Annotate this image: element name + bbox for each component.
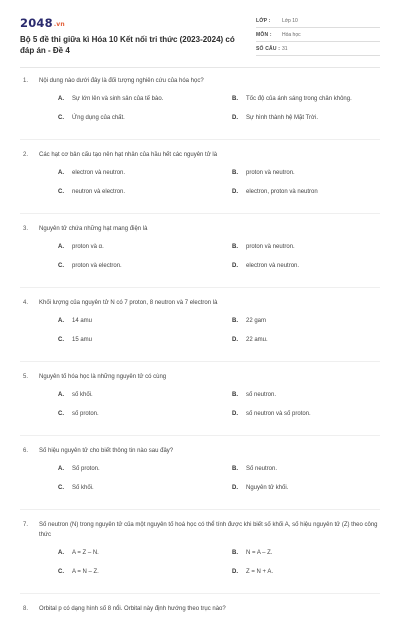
document-header: [20, 14, 380, 64]
question-stem: [20, 76, 380, 86]
meta-value: Lớp 10: [282, 18, 298, 24]
meta-value: 31: [282, 46, 288, 52]
option-letter: A.: [58, 318, 64, 324]
option-d[interactable]: [232, 263, 299, 269]
option-text: Số proton.: [72, 466, 100, 472]
question-stem: [20, 604, 380, 614]
meta-key: MÔN :: [256, 32, 272, 38]
question-stem: [20, 446, 380, 456]
option-letter: A.: [58, 170, 64, 176]
option-group: [20, 388, 380, 426]
meta-row-subject: [256, 28, 380, 42]
option-d[interactable]: [232, 411, 311, 417]
option-letter: C.: [58, 337, 64, 343]
meta-row-count: [256, 42, 380, 56]
meta-key: SỐ CÂU :: [256, 46, 281, 52]
question-text: Số neutron (N) trong nguyên tử của một nguyên tố hoá học có thể tính được khi biết số khối A, số hiệu nguyên tử (Z) theo công thức: [39, 522, 378, 538]
option-letter: C.: [58, 569, 64, 575]
option-group: [20, 462, 380, 500]
question-number: 1.: [23, 78, 29, 84]
option-c[interactable]: [58, 411, 99, 417]
option-b[interactable]: [232, 466, 277, 472]
question-number: 2.: [23, 152, 29, 158]
option-a[interactable]: [58, 96, 163, 102]
option-text: số neutron.: [246, 392, 277, 398]
option-row: [39, 185, 380, 204]
option-text: số proton.: [72, 411, 99, 417]
option-letter: D.: [232, 263, 238, 269]
option-text: electron và neutron.: [246, 263, 300, 269]
option-text: 15 amu: [72, 337, 93, 343]
question-8: [20, 604, 380, 623]
question-number: 6.: [23, 448, 29, 454]
option-letter: C.: [58, 485, 64, 491]
option-text: Tốc độ của ánh sáng trong chân không.: [246, 96, 352, 102]
option-letter: C.: [58, 263, 64, 269]
option-text: proton và α.: [72, 244, 104, 250]
option-a[interactable]: [58, 170, 125, 176]
option-text: Z = N + A.: [246, 569, 274, 575]
question-number: 3.: [23, 226, 29, 232]
option-text: A = N – Z.: [72, 569, 99, 575]
option-letter: D.: [232, 189, 238, 195]
option-a[interactable]: [58, 244, 104, 250]
option-group: [20, 166, 380, 204]
option-row: [39, 462, 380, 481]
document-title: Bộ 5 đề thi giữa kì Hóa 10 Kết nối tri thức (2023-2024) có đáp án - Đề 4: [20, 35, 235, 55]
option-row: [39, 481, 380, 500]
option-letter: C.: [58, 189, 64, 195]
option-text: Số khối.: [72, 485, 94, 491]
option-text: Ứng dụng của chất.: [72, 115, 125, 121]
question-2: [20, 150, 380, 214]
option-letter: C.: [58, 115, 64, 121]
option-a[interactable]: [58, 466, 100, 472]
question-7: [20, 520, 380, 594]
option-row: [39, 314, 380, 333]
option-text: Sự lớn lên và sinh sản của tế bào.: [72, 96, 164, 102]
question-stem: [20, 372, 380, 382]
question-4: [20, 298, 380, 362]
option-d[interactable]: [232, 189, 318, 195]
option-c[interactable]: [58, 569, 99, 575]
option-letter: D.: [232, 485, 238, 491]
option-text: Nguyên tử khối.: [246, 485, 289, 491]
option-b[interactable]: [232, 392, 276, 398]
option-letter: A.: [58, 96, 64, 102]
option-b[interactable]: [232, 244, 295, 250]
option-c[interactable]: [58, 263, 122, 269]
meta-value: Hóa học: [282, 32, 301, 38]
option-b[interactable]: [232, 96, 352, 102]
option-letter: B.: [232, 318, 238, 324]
question-list: [20, 76, 380, 633]
option-text: proton và neutron.: [246, 170, 295, 176]
option-letter: B.: [232, 96, 238, 102]
option-letter: B.: [232, 392, 238, 398]
question-3: [20, 224, 380, 288]
option-row: [39, 333, 380, 352]
logo-extension: .vn: [53, 21, 65, 28]
option-text: N = A – Z.: [246, 550, 273, 556]
question-text: Orbital p có dạng hình số 8 nổi. Orbital này định hướng theo trục nào?: [39, 606, 226, 612]
question-6: [20, 446, 380, 510]
option-text: 22 gam: [246, 318, 267, 324]
document-meta: [256, 14, 380, 56]
option-b[interactable]: [232, 170, 295, 176]
option-d[interactable]: [232, 115, 318, 121]
option-letter: A.: [58, 244, 64, 250]
option-b[interactable]: [232, 318, 266, 324]
question-5: [20, 372, 380, 436]
option-letter: B.: [232, 244, 238, 250]
site-logo[interactable]: [20, 16, 65, 30]
meta-row-class: [256, 14, 380, 28]
option-a[interactable]: [58, 392, 93, 398]
option-row: [39, 546, 380, 565]
option-text: electron và neutron.: [72, 170, 126, 176]
question-number: 7.: [23, 522, 29, 528]
option-letter: D.: [232, 569, 238, 575]
question-text: Nội dung nào dưới đây là đối tượng nghiên cứu của hóa học?: [39, 78, 204, 84]
option-letter: D.: [232, 411, 238, 417]
option-row: [39, 407, 380, 426]
option-c[interactable]: [58, 337, 92, 343]
option-a[interactable]: [58, 550, 99, 556]
option-row: [39, 92, 380, 111]
option-text: số khối.: [72, 392, 93, 398]
option-letter: B.: [232, 550, 238, 556]
option-text: electron, proton và neutron: [246, 189, 318, 195]
option-letter: D.: [232, 337, 238, 343]
question-stem: [20, 298, 380, 308]
logo-number: 2048: [20, 16, 53, 30]
option-letter: A.: [58, 392, 64, 398]
option-c[interactable]: [58, 189, 125, 195]
question-text: Số hiệu nguyên tử cho biết thông tin nào sau đây?: [39, 448, 174, 454]
option-c[interactable]: [58, 115, 125, 121]
option-letter: A.: [58, 550, 64, 556]
option-text: Số neutron.: [246, 466, 278, 472]
option-group: [20, 314, 380, 352]
option-letter: B.: [232, 466, 238, 472]
option-row: [39, 259, 380, 278]
question-text: Khối lượng của nguyên tử N có 7 proton, 8 neutron và 7 electron là: [39, 300, 218, 306]
question-stem: [20, 150, 380, 160]
option-c[interactable]: [58, 485, 94, 491]
option-row: [39, 166, 380, 185]
option-text: proton và neutron.: [246, 244, 295, 250]
option-text: proton và electron.: [72, 263, 122, 269]
option-text: neutron và electron.: [72, 189, 126, 195]
meta-key: LỚP :: [256, 18, 271, 24]
option-letter: D.: [232, 115, 238, 121]
question-1: [20, 76, 380, 140]
option-d[interactable]: [232, 569, 273, 575]
option-text: 14 amu: [72, 318, 93, 324]
option-d[interactable]: [232, 485, 288, 491]
option-group: [20, 546, 380, 584]
question-stem: [20, 520, 380, 540]
option-row: [39, 111, 380, 130]
question-text: Nguyên tử chứa những hạt mang điện là: [39, 226, 148, 232]
option-letter: B.: [232, 170, 238, 176]
header-divider: [20, 67, 380, 68]
question-number: 8.: [23, 606, 29, 612]
option-letter: C.: [58, 411, 64, 417]
option-text: Sự hình thành hệ Mặt Trời.: [246, 115, 318, 121]
option-text: 22 amu.: [246, 337, 268, 343]
option-b[interactable]: [232, 550, 273, 556]
option-row: [39, 388, 380, 407]
option-letter: A.: [58, 466, 64, 472]
question-text: Các hạt cơ bản cấu tạo nên hạt nhân của hầu hết các nguyên tử là: [39, 152, 218, 158]
option-text: A = Z – N.: [72, 550, 99, 556]
option-group: [20, 92, 380, 130]
question-number: 5.: [23, 374, 29, 380]
question-text: Nguyên tố hóa học là những nguyên tử có cùng: [39, 374, 167, 380]
option-row: [39, 240, 380, 259]
option-d[interactable]: [232, 337, 268, 343]
option-text: số neutron và số proton.: [246, 411, 311, 417]
option-row: [39, 565, 380, 584]
option-a[interactable]: [58, 318, 92, 324]
question-stem: [20, 224, 380, 234]
question-number: 4.: [23, 300, 29, 306]
option-group: [20, 240, 380, 278]
